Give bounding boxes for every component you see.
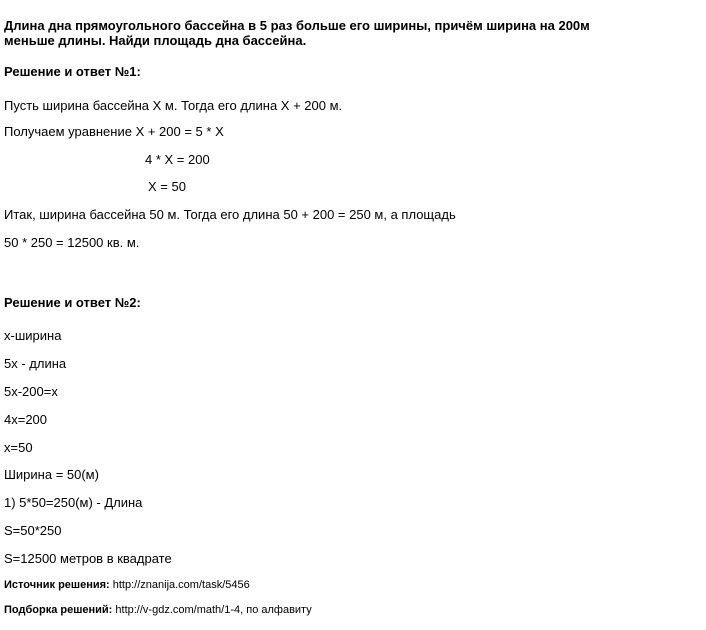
collection-line: [4, 603, 312, 617]
problem-title-line-1: Длина дна прямоугольного бассейна в 5 раз больше его ширины, причём ширина на 200м: [4, 18, 590, 33]
solution-2-line-1: х-ширина: [4, 328, 62, 343]
solution-2-line-6: Ширина = 50(м): [4, 467, 99, 482]
solution-1-line-5: Итак, ширина бассейна 50 м. Тогда его длина 50 + 200 = 250 м, а площадь: [4, 207, 456, 222]
solution-2-line-5: х=50: [4, 440, 33, 455]
solution-1-line-1: Пусть ширина бассейна Х м. Тогда его длина Х + 200 м.: [4, 98, 343, 113]
problem-title: [4, 18, 694, 48]
solution-2-heading: Решение и ответ №2:: [4, 295, 141, 310]
solution-1-line-4: Х = 50: [148, 179, 186, 194]
source-label: Источник решения:: [4, 579, 110, 591]
solution-2-line-7: 1) 5*50=250(м) - Длина: [4, 495, 143, 510]
solution-2-line-2: 5х - длина: [4, 356, 67, 371]
collection-link[interactable]: http://v-gdz.com/math/1-4, по алфавиту: [115, 604, 312, 616]
collection-label: Подборка решений:: [4, 604, 113, 616]
solution-1-line-3: 4 * Х = 200: [145, 152, 210, 167]
source-line: [4, 578, 250, 592]
solution-1-line-2: Получаем уравнение Х + 200 = 5 * Х: [4, 124, 224, 139]
solution-1-heading: Решение и ответ №1:: [4, 64, 141, 79]
source-link[interactable]: http://znanija.com/task/5456: [112, 579, 250, 591]
solution-1-line-6: 50 * 250 = 12500 кв. м.: [4, 235, 140, 250]
solution-2-line-3: 5х-200=х: [4, 384, 58, 399]
solution-2-line-4: 4х=200: [4, 412, 48, 427]
solution-2-line-9: S=12500 метров в квадрате: [4, 551, 172, 566]
solution-2-line-8: S=50*250: [4, 523, 62, 538]
problem-title-line-2: меньше длины. Найди площадь дна бассейна.: [4, 33, 307, 48]
